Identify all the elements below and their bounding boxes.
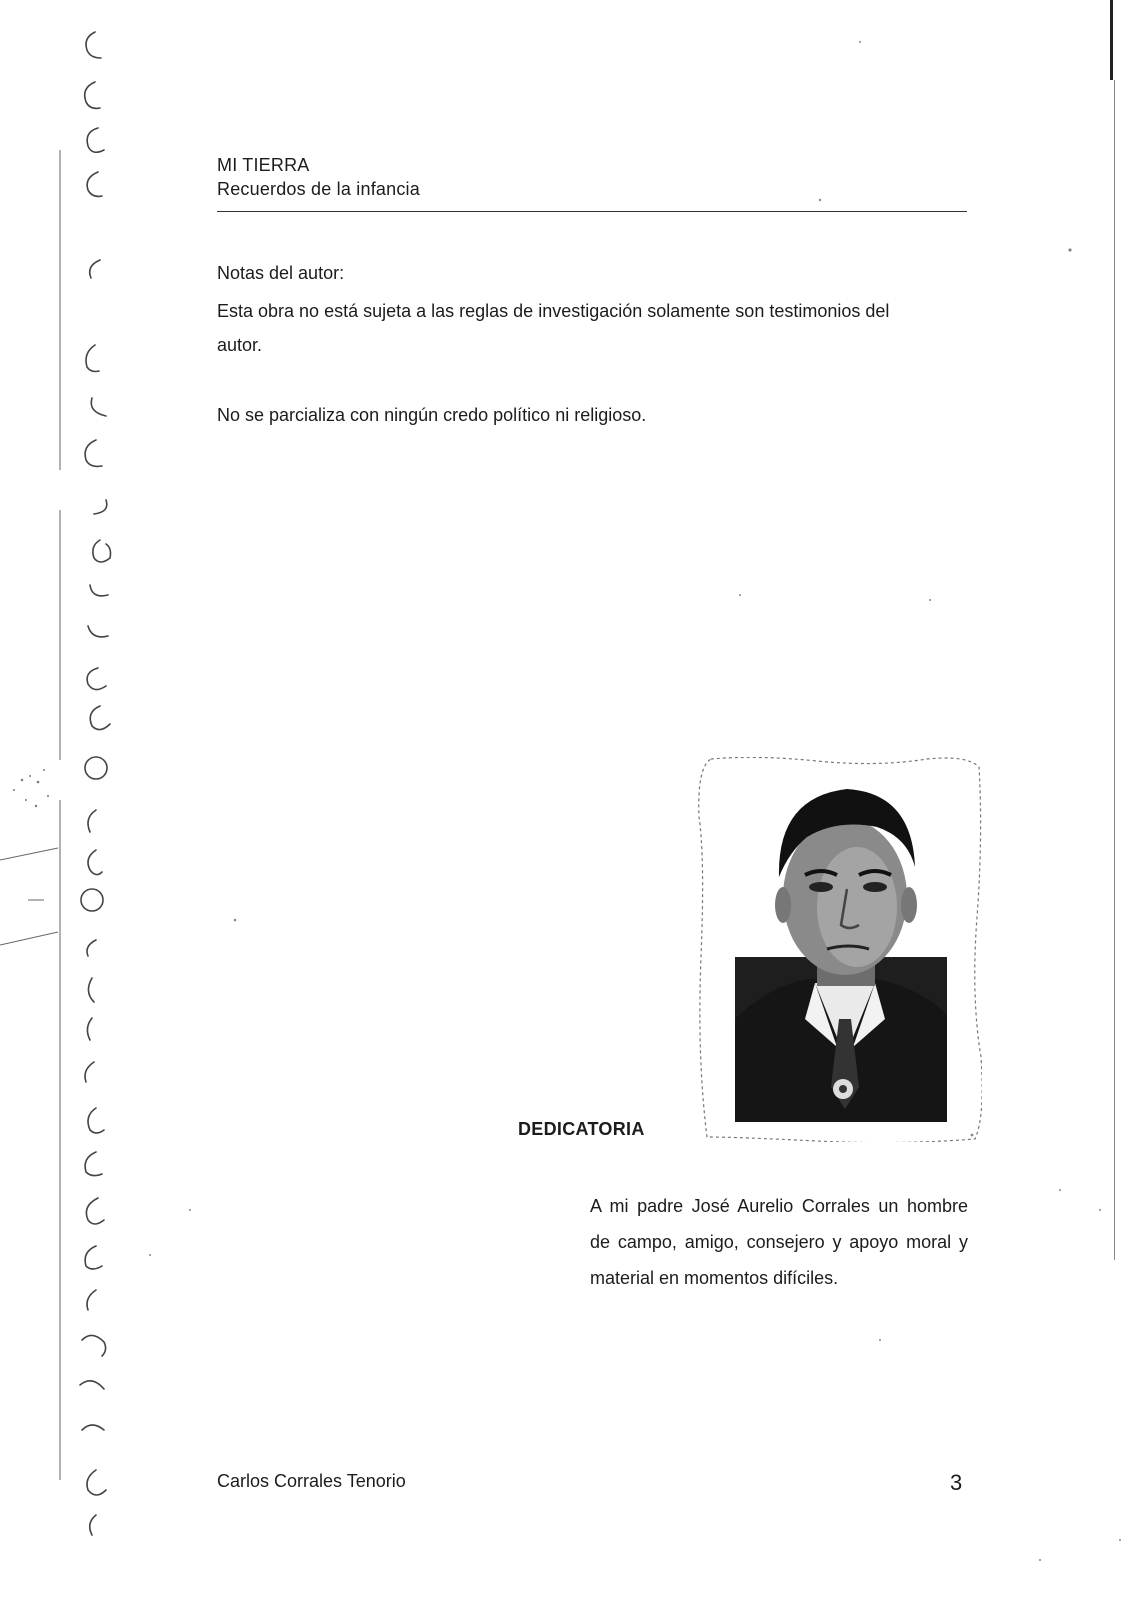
dedication-heading: DEDICATORIA [518, 1119, 645, 1139]
margin-rule-thin [1114, 80, 1115, 1260]
author-notes [217, 260, 937, 362]
page-number: 3 [950, 1470, 963, 1495]
book-title: MI TIERRA [217, 155, 310, 175]
portrait-photo [697, 757, 982, 1142]
book-subtitle: Recuerdos de la infancia [217, 179, 420, 199]
notes-paragraph: Esta obra no está sujeta a las reglas de investigación solamente son testimonios del autor. [217, 301, 890, 355]
binding-holes [0, 0, 130, 1600]
running-header [217, 153, 967, 201]
margin-rule [1110, 0, 1113, 80]
dedication-paragraph: A mi padre José Aurelio Corrales un hombre de campo, amigo, consejero y apoyo moral y material en momentos difíciles. [590, 1196, 968, 1288]
footer-author: Carlos Corrales Tenorio [217, 1471, 406, 1491]
notes-heading: Notas del autor: [217, 263, 345, 283]
notes-credo-statement: No se parcializa con ningún credo político ni religioso. [217, 405, 647, 425]
header-divider [217, 211, 967, 212]
